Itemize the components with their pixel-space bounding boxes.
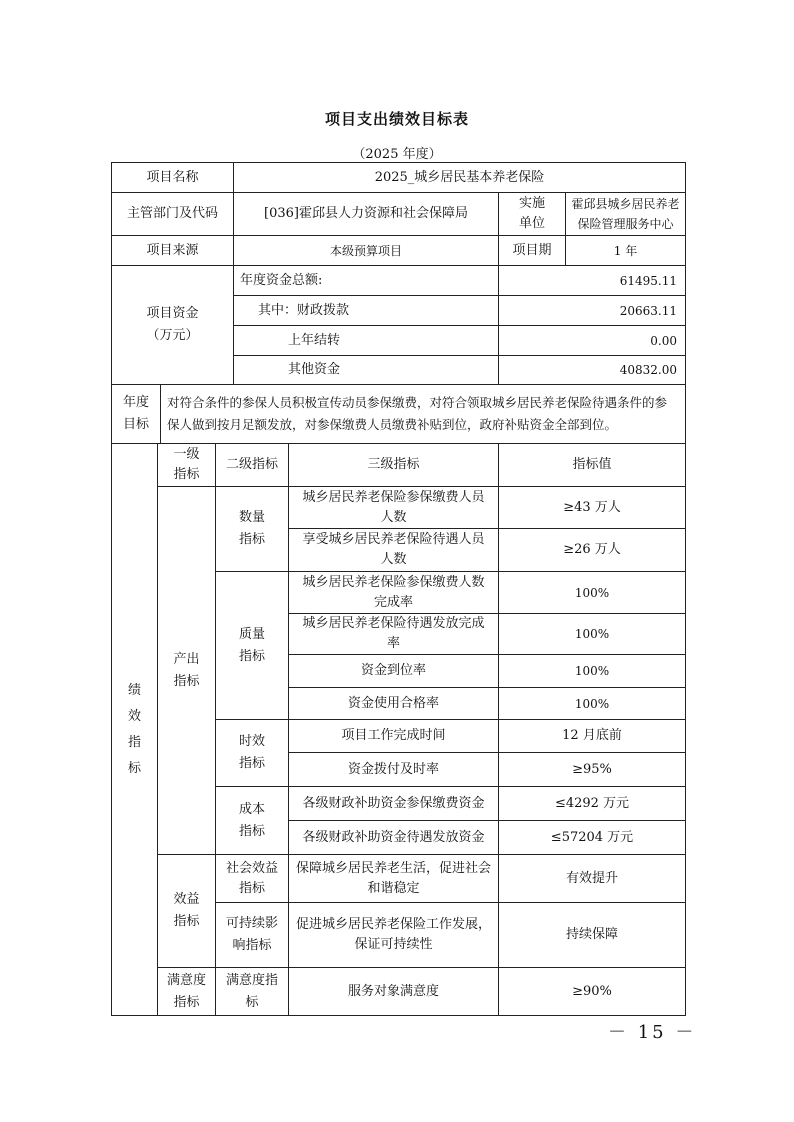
fiscal-year: （2025 年度） <box>352 147 442 162</box>
indicator-value: ≤57204 万元 <box>498 820 686 855</box>
level2-quantity: 数量 指标 <box>215 486 289 572</box>
level2-quality: 质量 指标 <box>215 571 289 720</box>
indicator-value: 有效提升 <box>498 854 686 903</box>
indicator-name: 项目工作完成时间 <box>288 719 499 753</box>
indicator-name: 资金到位率 <box>288 654 499 688</box>
source-label: 项目来源 <box>111 235 234 266</box>
indicator-name: 城乡居民养老保险参保缴费人数 完成率 <box>288 571 499 614</box>
indicator-name: 城乡居民养老保险参保缴费人员 人数 <box>288 486 499 529</box>
indicator-name: 促进城乡居民养老保险工作发展， 保证可持续性 <box>288 902 499 968</box>
dept-name: [036]霍邱县人力资源和社会保障局 <box>233 192 499 236</box>
funds-fiscal-label: 其中：财政拨款 <box>233 295 499 326</box>
annual-goal-label: 年度 目标 <box>111 384 161 444</box>
indicator-value: 12 月底前 <box>498 719 686 753</box>
indicator-value: 100% <box>498 654 686 688</box>
funds-label: 项目资金 （万元） <box>111 265 234 385</box>
project-source: 本级预算项目 <box>233 235 499 266</box>
indicator-value: ≥26 万人 <box>498 528 686 572</box>
funds-carryover-label: 上年结转 <box>233 325 499 356</box>
project-name-label: 项目名称 <box>111 162 234 193</box>
indicator-value: 持续保障 <box>498 902 686 968</box>
indicator-value: ≥90% <box>498 967 686 1016</box>
funds-other-label: 其他资金 <box>233 355 499 385</box>
level3-header: 三级指标 <box>288 443 499 487</box>
indicator-value: 100% <box>498 687 686 720</box>
page-number: － 15 － <box>608 1022 697 1043</box>
indicator-value: ≥95% <box>498 752 686 787</box>
funds-carryover-value: 0.00 <box>498 325 686 356</box>
level2-sustainable: 可持续影 响指标 <box>215 902 289 968</box>
indicator-value: ≥43 万人 <box>498 486 686 529</box>
value-header: 指标值 <box>498 443 686 487</box>
indicator-name: 各级财政补助资金待遇发放资金 <box>288 820 499 855</box>
level2-cost: 成本 指标 <box>215 786 289 855</box>
indicator-value: ≤4292 万元 <box>498 786 686 821</box>
indicator-value: 100% <box>498 613 686 655</box>
level1-benefit: 效益 指标 <box>157 854 216 968</box>
indicator-name: 资金使用合格率 <box>288 687 499 720</box>
indicator-name: 城乡居民养老保险待遇发放完成 率 <box>288 613 499 655</box>
page-title: 项目支出绩效目标表 <box>324 110 469 128</box>
indicator-name: 资金拨付及时率 <box>288 752 499 787</box>
indicator-value: 100% <box>498 571 686 614</box>
indicator-name: 服务对象满意度 <box>288 967 499 1016</box>
level2-satisfaction: 满意度指 标 <box>215 967 289 1016</box>
funds-other-value: 40832.00 <box>498 355 686 385</box>
funds-total-value: 61495.11 <box>498 265 686 296</box>
impl-unit-label: 实施 单位 <box>498 192 566 236</box>
level2-social: 社会效益 指标 <box>215 854 289 903</box>
funds-fiscal-value: 20663.11 <box>498 295 686 326</box>
level2-header: 二级指标 <box>215 443 289 487</box>
funds-total-label: 年度资金总额: <box>233 265 499 296</box>
indicator-name: 享受城乡居民养老保险待遇人员 人数 <box>288 528 499 572</box>
dept-label: 主管部门及代码 <box>111 192 234 236</box>
level1-satisfaction: 满意度 指标 <box>157 967 216 1016</box>
level2-timeliness: 时效 指标 <box>215 719 289 787</box>
project-name: 2025_城乡居民基本养老保险 <box>233 162 686 193</box>
indicators-section-label: 绩 效 指 标 <box>111 443 158 1016</box>
indicator-name: 保障城乡居民养老生活，促进社会 和谐稳定 <box>288 854 499 903</box>
indicator-name: 各级财政补助资金参保缴费资金 <box>288 786 499 821</box>
project-period: 1 年 <box>565 235 686 266</box>
impl-unit: 霍邱县城乡居民养老 保险管理服务中心 <box>565 192 686 236</box>
period-label: 项目期 <box>498 235 566 266</box>
level1-output: 产出 指标 <box>157 486 216 855</box>
level1-header: 一级 指标 <box>157 443 216 487</box>
annual-goal-text: 对符合条件的参保人员积极宣传动员参保缴费，对符合领取城乡居民养老保险待遇条件的参保人做到按月足额发放，对参保缴费人员缴费补贴到位，政府补贴资金全部到位。 <box>160 384 686 444</box>
